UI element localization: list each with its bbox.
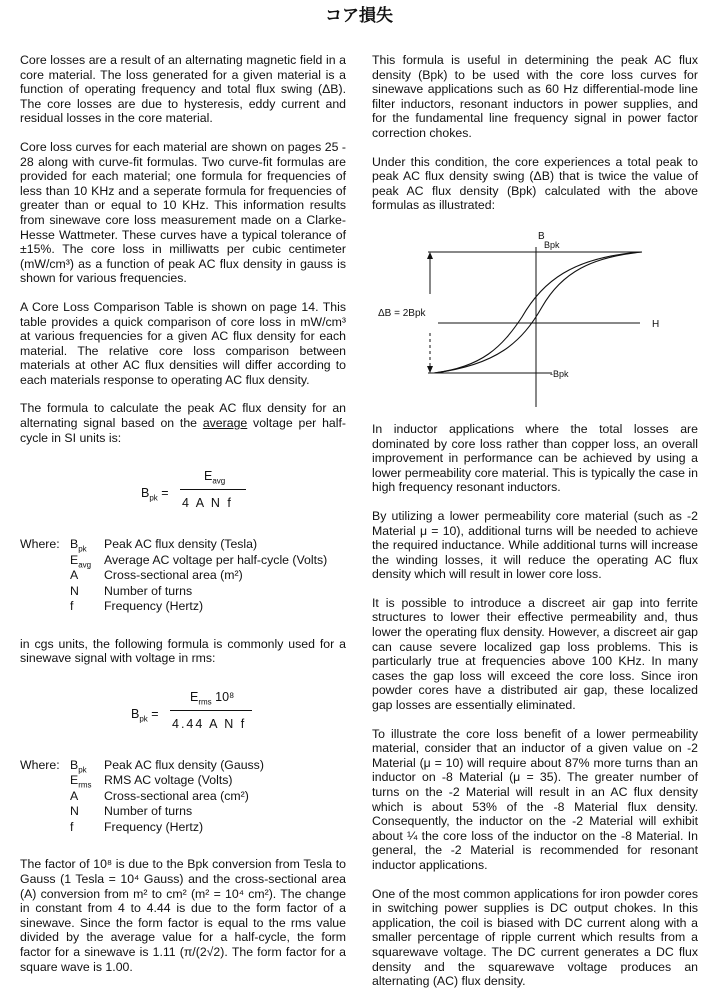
definition-row [20,537,346,553]
definition-row [20,804,346,820]
definition-text: Frequency (Hertz) [104,599,204,614]
symbol: A [70,788,79,803]
hysteresis-curve-ascending [434,252,642,373]
where-label: Where: [20,757,60,772]
paragraph-dc-output-chokes: One of the most common applications for iron powder cores in switching power supplies is DC output chokes. In this application, the coil is biased with DC current along with a smaller percentage of ripple current which results from a squarewave voltage. The DC current generates a DC flux density and the squarewave voltage produces an alternating (AC) flux density. [372,886,698,989]
formula-numerator: $E_{rms}$ 10⁸ [190,689,235,707]
definition-text: Number of turns [104,583,193,598]
formula-numerator: $E_{avg}$ [204,469,226,486]
paragraph-inductor-applications: In inductor applications where the total losses are dominated by core loss rather than copper loss, an overall improvement in performance can be achieved by using a lower permeability core material. This is typically the case in high frequency resonant inductors. [372,421,698,495]
definition-text: Number of turns [104,804,193,819]
definitions-cgs [20,758,346,836]
formula-lhs: $B_{pk}$ = [131,706,159,724]
definition-text: Cross-sectional area (cm²) [104,788,249,803]
formula-denominator: 4.44 A N f [172,716,247,731]
definition-row [20,773,346,789]
definition-text: Peak AC flux density (Tesla) [104,537,258,552]
bpk-label: Bpk [544,239,560,250]
text-segment: voltage per half-cycle in SI units is: [20,416,346,445]
definition-text: Frequency (Hertz) [104,819,204,834]
page-title: コア損失 [325,6,393,26]
fraction-bar [180,489,246,490]
definition-row [20,820,346,836]
symbol: A [70,568,79,583]
symbol: $E_{avg}$ [70,552,92,570]
definition-row [20,568,346,584]
paragraph-comparison-table: A Core Loss Comparison Table is shown on page 14. This table provides a quick comparison of core loss in mW/cm³ at various frequencies for a given AC flux density for each material. The relative core loss comparison between materials at other AC flux densities will differ according to each materials response to operating AC flux density. [20,299,346,387]
definition-text: Peak AC flux density (Gauss) [104,757,264,772]
neg-bpk-label: -Bpk [550,368,569,379]
definitions-si [20,537,346,615]
formula-si [20,459,346,519]
paragraph-core-losses-intro: Core losses are a result of an alternating magnetic field in a core material. The loss generated for a given material is a function of operating frequency and total flux swing (ΔB). The core losses are due to hysteresis, eddy current and residual losses in the core material. [20,53,346,126]
delta-b-label: ΔB = 2Bpk [378,307,426,319]
left-column [20,53,346,988]
definition-row [20,789,346,805]
underlined-word: average [202,416,248,431]
paragraph-cgs-intro: in cgs units, the following formula is commonly used for a sinewave signal with voltage in rms: [20,636,346,666]
symbol: $B_{pk}$ [70,757,87,775]
symbol: $B_{pk}$ [70,537,87,554]
formula-denominator: 4 A N f [182,496,233,511]
definition-text: Average AC voltage per half-cycle (Volts) [104,552,328,567]
where-label: Where: [20,537,60,552]
arrow-head-up-icon [427,252,433,259]
hysteresis-curve-descending [434,252,642,373]
definition-row [20,553,346,569]
symbol: N [70,804,79,819]
b-axis-label: B [538,230,545,242]
definition-text: Cross-sectional area (m²) [104,568,243,583]
definition-text: RMS AC voltage (Volts) [104,773,233,788]
paragraph-core-loss-curves: Core loss curves for each material are shown on pages 25 - 28 along with curve-fit formulas. Two curve-fit formulas are provided for each material; one formula for frequencies of less than 10 KHz and a seperate formula for frequencies of greater than or equal to 10 KHz. This information results from sinewave core loss measurement made on a Clarke-Hesse Wattmeter. These curves have a typical tolerance of ±15%. The core loss in milliwatts per cubic centimeter (mW/cm³) as a function of peak AC flux density in gauss is shown for various frequencies. [20,139,346,286]
paragraph-factor-explanation: The factor of 10⁸ is due to the Bpk conversion from Tesla to Gauss (1 Tesla = 10⁴ Gauss) and the cross-sectional area (A) conversion from m² to cm² (m² = 10⁴ cm²). The change in constant from 4 to 4.44 is due to the form factor of a sinewave. Since the form factor is equal to the rms value divided by the average value for a half-cycle, the form factor for a sinewave is 1.11 (π/(2√2). The form factor for a square wave is 1.00. [20,857,346,974]
paragraph-flux-swing: Under this condition, the core experiences a total peak to peak AC flux density swing (ΔB) that is twice the value of peak AC flux density (Bpk) calculated with the above formulas as illustrated: [372,154,698,213]
formula-cgs [20,680,346,740]
arrow-head-down-icon [427,366,433,373]
text-segment: The formula to calculate the peak AC flux density for an alternating signal based on the [20,401,346,431]
symbol: N [70,583,79,598]
symbol: f [70,599,74,614]
formula-lhs: $B_{pk}$ = [141,486,169,503]
hysteresis-figure [372,227,698,412]
paragraph-air-gap: It is possible to introduce a discreet air gap into ferrite structures to lower their effective permeability and, thus lower the operating flux density. However, a discreet air gap can cause severe localized gap loss problems. This is particularly true at frequencies above 100 KHz. In many cases the gap loss will exceed the core loss. Since iron powder cores have a distributed air gap, these localized gap losses are essentially eliminated. [372,595,698,713]
right-column [372,53,698,1003]
symbol: f [70,819,74,834]
paragraph-core-loss-benefit: To illustrate the core loss benefit of a lower permeability material, consider that an inductor of a given value on -2 Material (μ = 10) will require about 87% more turns than an inductor on -8 Material (μ = 35). The greater number of turns on the -2 Material will result in an AC flux density which is about 53% of the -8 Material flux density. Consequently, the inductor on the -2 Material will exhibit about ¼ the core loss of the inductor on the -8 Material. In general, the -2 Material is recommended for resonant inductor applications. [372,726,698,872]
paragraph-si-formula-intro [20,401,346,445]
definition-row [20,584,346,600]
paragraph-formula-usefulness: This formula is useful in determining the peak AC flux density (Bpk) to be used with the core loss curves for sinewave applications such as 60 Hz differential-mode line filter inductors, resonant inductors in power supplies, and for the fundamental line frequency signal in power factor correction chokes. [372,53,698,140]
definition-row [20,758,346,774]
hysteresis-loop-diagram [372,227,698,412]
paragraph-lower-permeability: By utilizing a lower permeability core material (such as -2 Material μ = 10), additional turns will be needed to achieve the required inductance. While additional turns will increase the winding losses, it will reduce the operating AC flux density which will result in lower core loss. [372,508,698,582]
h-axis-label: H [652,318,660,330]
definition-row [20,599,346,615]
fraction-bar [170,710,252,711]
symbol: $E_{rms}$ [70,773,92,790]
